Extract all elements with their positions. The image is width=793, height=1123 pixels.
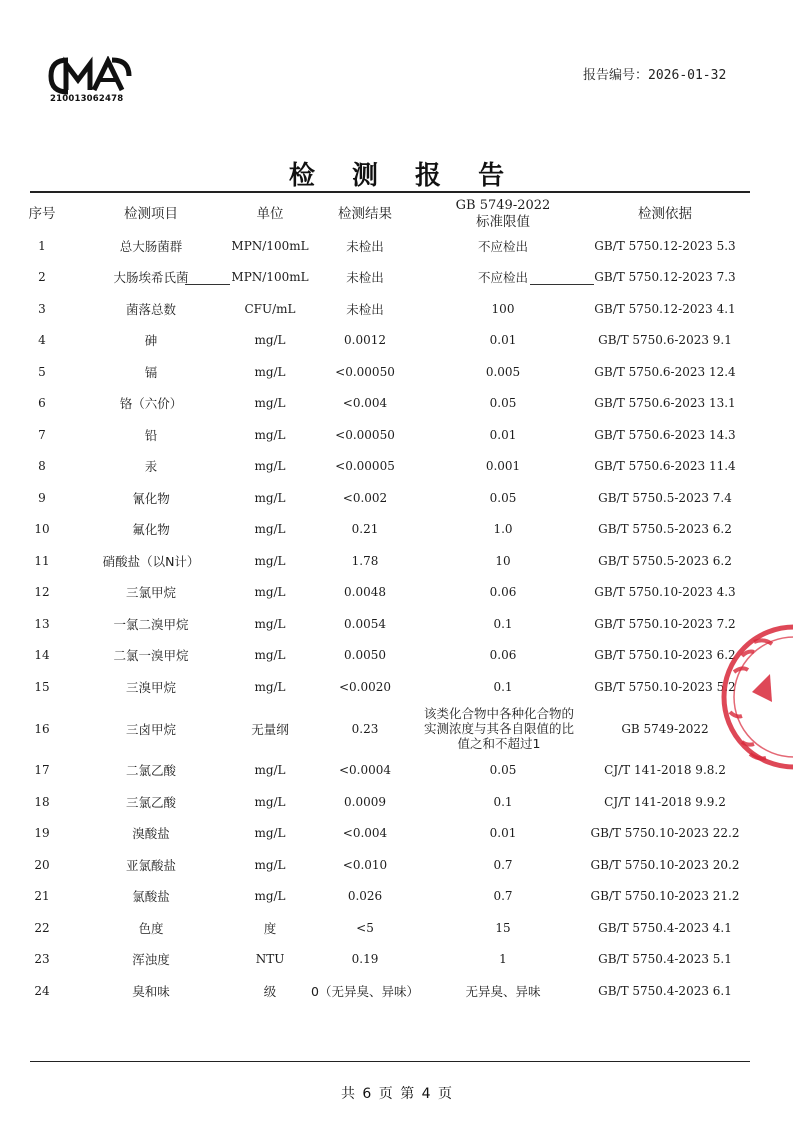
- cell-basis: GB/T 5750.4-2023 5.1: [598, 952, 732, 967]
- cell-limit: 0.06: [489, 648, 517, 663]
- table-row: [0, 514, 793, 546]
- cell-no: 17: [34, 763, 50, 778]
- cell-limit: 无异臭、异味: [465, 983, 541, 999]
- cell-basis: GB/T 5750.10-2023 20.2: [590, 857, 740, 872]
- cell-item: 铅: [144, 427, 158, 443]
- cell-limit: 0.05: [489, 396, 517, 411]
- cell-result: 0.0012: [344, 333, 386, 348]
- cell-limit: 0.05: [489, 490, 517, 505]
- cell-item: 硝酸盐（以N计）: [102, 553, 200, 569]
- cell-result: <0.004: [342, 826, 388, 841]
- cell-basis: GB/T 5750.10-2023 7.2: [594, 616, 736, 631]
- cell-item: 三卤甲烷: [125, 721, 176, 737]
- cell-result: 0.21: [351, 522, 379, 537]
- handwritten-underline: [530, 284, 594, 285]
- col-header-no: 序号: [28, 206, 56, 222]
- cell-item: 色度: [138, 920, 164, 936]
- cell-unit: 无量纲: [251, 721, 289, 737]
- cell-unit: mg/L: [254, 522, 286, 537]
- table-row: [0, 849, 793, 881]
- cell-unit: mg/L: [254, 427, 286, 442]
- cell-no: 19: [34, 826, 50, 841]
- cell-no: 22: [34, 920, 50, 935]
- cell-limit: 1.0: [493, 522, 513, 537]
- cell-no: 14: [34, 648, 50, 663]
- cell-item: 镉: [144, 364, 158, 380]
- report-number: [583, 64, 726, 83]
- bottom-divider: [30, 1061, 750, 1062]
- top-divider: [30, 191, 750, 193]
- cell-result: 0.026: [347, 889, 383, 904]
- cell-no: 3: [38, 301, 46, 316]
- cell-basis: CJ/T 141-2018 9.9.2: [604, 794, 726, 809]
- cell-result: <0.0004: [338, 763, 392, 778]
- cell-result: <0.002: [342, 490, 388, 505]
- cell-unit: mg/L: [254, 794, 286, 809]
- table-row: [0, 786, 793, 818]
- cell-limit: 15: [495, 920, 511, 935]
- cell-result: 未检出: [346, 238, 384, 254]
- cell-unit: NTU: [255, 952, 285, 967]
- cell-limit: 0.01: [489, 826, 517, 841]
- cell-limit: 100: [491, 301, 515, 316]
- cma-code: 210013062478: [50, 94, 124, 104]
- cell-item: 浑浊度: [132, 952, 170, 968]
- table-row: [0, 482, 793, 514]
- report-number-label: 报告编号：: [583, 68, 649, 83]
- cell-result: <0.004: [342, 396, 388, 411]
- cell-item: 铬（六价）: [119, 396, 183, 412]
- cell-result: 1.78: [351, 553, 379, 568]
- cell-result: <0.0020: [338, 679, 392, 694]
- cma-mark-icon: [48, 56, 132, 96]
- cell-no: 6: [38, 396, 46, 411]
- table-row: [0, 293, 793, 325]
- cell-no: 13: [34, 616, 50, 631]
- table-row: [0, 881, 793, 913]
- table-row: [0, 671, 793, 703]
- cell-basis: GB/T 5750.10-2023 6.2: [594, 648, 736, 663]
- col-header-item: 检测项目: [124, 206, 178, 222]
- cell-result: 0.0048: [344, 585, 386, 600]
- cell-unit: mg/L: [254, 553, 286, 568]
- cell-no: 11: [34, 553, 50, 568]
- cell-basis: GB/T 5750.5-2023 7.4: [598, 490, 732, 505]
- cell-unit: mg/L: [254, 679, 286, 694]
- cell-basis: GB/T 5750.6-2023 12.4: [594, 364, 736, 379]
- table-row: [0, 755, 793, 787]
- cell-basis: GB/T 5750.10-2023 21.2: [590, 889, 740, 904]
- report-number-value: 2026-01-32: [648, 68, 727, 83]
- cell-result: <0.00050: [335, 427, 395, 442]
- cell-no: 23: [34, 952, 50, 967]
- cell-unit: mg/L: [254, 616, 286, 631]
- cell-result: 0.0050: [344, 648, 386, 663]
- cell-basis: GB/T 5750.12-2023 5.3: [594, 238, 736, 253]
- cell-basis: GB/T 5750.5-2023 6.2: [598, 553, 732, 568]
- cell-basis: GB/T 5750.12-2023 7.3: [594, 270, 736, 285]
- cell-unit: MPN/100mL: [231, 238, 309, 253]
- cell-limit: 0.001: [485, 459, 521, 474]
- cell-item: 二氯乙酸: [125, 763, 176, 779]
- cell-result: 未检出: [346, 301, 384, 317]
- cell-result: 0.23: [351, 721, 379, 736]
- table-row: [0, 975, 793, 1007]
- cell-limit: 0.06: [489, 585, 517, 600]
- cell-result: <5: [356, 920, 374, 935]
- cell-no: 20: [34, 857, 50, 872]
- col-header-unit: 单位: [256, 206, 284, 222]
- cell-limit: 0.7: [493, 857, 513, 872]
- cell-basis: GB/T 5750.6-2023 14.3: [594, 427, 736, 442]
- table-row: [0, 912, 793, 944]
- table-row: [0, 451, 793, 483]
- cell-basis: GB/T 5750.10-2023 22.2: [590, 826, 740, 841]
- cell-limit: 0.01: [489, 427, 517, 442]
- cell-basis: GB 5749-2022: [621, 721, 709, 736]
- table-row: [0, 419, 793, 451]
- cell-item: 二氯一溴甲烷: [113, 648, 189, 664]
- cell-basis: GB/T 5750.5-2023 6.2: [598, 522, 732, 537]
- cell-result: 0.19: [351, 952, 379, 967]
- cell-limit: 10: [495, 553, 511, 568]
- cell-result: 未检出: [346, 270, 384, 286]
- table-row: [0, 703, 793, 755]
- cell-basis: CJ/T 141-2018 9.8.2: [604, 763, 726, 778]
- cell-result: 0.0054: [344, 616, 386, 631]
- col-header-result: 检测结果: [338, 206, 392, 222]
- cell-basis: GB/T 5750.10-2023 4.3: [594, 585, 736, 600]
- cell-unit: mg/L: [254, 333, 286, 348]
- table-row: [0, 944, 793, 976]
- cell-no: 18: [34, 794, 50, 809]
- cell-limit: 0.05: [489, 763, 517, 778]
- cell-unit: mg/L: [254, 459, 286, 474]
- cell-basis: GB/T 5750.10-2023 5.2: [594, 679, 736, 694]
- cell-item: 亚氯酸盐: [125, 857, 176, 873]
- cell-result: <0.010: [342, 857, 388, 872]
- table-row: [0, 325, 793, 357]
- cell-item: 三氯乙酸: [125, 794, 176, 810]
- cell-limit: 0.01: [489, 333, 517, 348]
- cell-item: 大肠埃希氏菌: [113, 270, 189, 286]
- cell-item: 菌落总数: [125, 301, 176, 317]
- cell-limit: 0.1: [493, 616, 513, 631]
- page-footer: 共 6 页 第 4 页: [340, 1086, 453, 1102]
- cell-limit: 0.7: [493, 889, 513, 904]
- cell-item: 三氯甲烷: [125, 585, 176, 601]
- cell-no: 5: [38, 364, 46, 379]
- cell-item: 总大肠菌群: [119, 238, 183, 254]
- cell-unit: mg/L: [254, 396, 286, 411]
- cell-basis: GB/T 5750.6-2023 11.4: [594, 459, 736, 474]
- cell-item: 臭和味: [132, 983, 170, 999]
- cell-no: 7: [38, 427, 46, 442]
- cell-unit: mg/L: [254, 585, 286, 600]
- cell-result: <0.00050: [335, 364, 395, 379]
- table-row: [0, 577, 793, 609]
- table-row: [0, 262, 793, 294]
- cell-item: 氟化物: [132, 522, 170, 538]
- cell-no: 1: [38, 238, 46, 253]
- cell-no: 15: [34, 679, 50, 694]
- cell-no: 24: [34, 983, 50, 998]
- cell-result: <0.00005: [335, 459, 395, 474]
- table-row: [0, 640, 793, 672]
- cell-unit: mg/L: [254, 648, 286, 663]
- cell-unit: mg/L: [254, 857, 286, 872]
- cell-unit: mg/L: [254, 490, 286, 505]
- cell-item: 一氯二溴甲烷: [113, 616, 189, 632]
- cell-item: 溴酸盐: [132, 826, 170, 842]
- cell-basis: GB/T 5750.4-2023 6.1: [598, 983, 732, 998]
- cma-logo: [48, 56, 138, 112]
- cell-basis: GB/T 5750.12-2023 4.1: [594, 301, 736, 316]
- cell-unit: mg/L: [254, 889, 286, 904]
- table-row: [0, 356, 793, 388]
- cell-unit: MPN/100mL: [231, 270, 309, 285]
- cell-no: 16: [34, 721, 50, 736]
- cell-unit: 级: [263, 983, 277, 999]
- cell-result: 0（无异臭、异味）: [311, 983, 419, 999]
- cell-limit: 该类化合物中各种化合物的实测浓度与其各自限值的比值之和不超过1: [423, 706, 574, 751]
- cell-result: 0.0009: [344, 794, 386, 809]
- cell-no: 2: [38, 270, 46, 285]
- cell-limit: 0.005: [485, 364, 521, 379]
- cell-limit: 0.1: [493, 679, 513, 694]
- cell-no: 12: [34, 585, 50, 600]
- cell-unit: mg/L: [254, 763, 286, 778]
- table-row: [0, 608, 793, 640]
- page-title: 检 测 报 告: [288, 161, 519, 191]
- seal-stamp-icon: [712, 612, 793, 782]
- cell-basis: GB/T 5750.4-2023 4.1: [598, 920, 732, 935]
- cell-item: 氯酸盐: [132, 889, 170, 905]
- col-header-limit: [428, 196, 578, 232]
- cell-item: 三溴甲烷: [125, 679, 176, 695]
- table-row: [0, 230, 793, 262]
- cell-basis: GB/T 5750.6-2023 9.1: [598, 333, 732, 348]
- table-header: [0, 196, 793, 232]
- cell-limit: 不应检出: [477, 270, 528, 286]
- cell-unit: CFU/mL: [244, 301, 296, 316]
- cell-item: 氰化物: [132, 490, 170, 506]
- cell-no: 8: [38, 459, 46, 474]
- cell-unit: 度: [263, 920, 277, 936]
- cell-no: 9: [38, 490, 46, 505]
- cell-limit: 不应检出: [477, 238, 528, 254]
- handwritten-underline: [185, 284, 230, 285]
- cell-no: 21: [34, 889, 50, 904]
- cell-basis: GB/T 5750.6-2023 13.1: [594, 396, 736, 411]
- col-header-basis: 检测依据: [638, 206, 692, 222]
- cell-unit: mg/L: [254, 826, 286, 841]
- table-row: [0, 545, 793, 577]
- table-row: [0, 818, 793, 850]
- table-row: [0, 388, 793, 420]
- cell-no: 4: [38, 333, 46, 348]
- cell-limit: 0.1: [493, 794, 513, 809]
- cell-unit: mg/L: [254, 364, 286, 379]
- cell-no: 10: [34, 522, 50, 537]
- col-header-limit-standard: GB 5749-2022: [455, 198, 551, 213]
- cell-item: 砷: [144, 333, 158, 349]
- col-header-limit-label: 标准限值: [476, 214, 530, 230]
- cell-item: 汞: [144, 459, 158, 475]
- cell-limit: 1: [499, 952, 507, 967]
